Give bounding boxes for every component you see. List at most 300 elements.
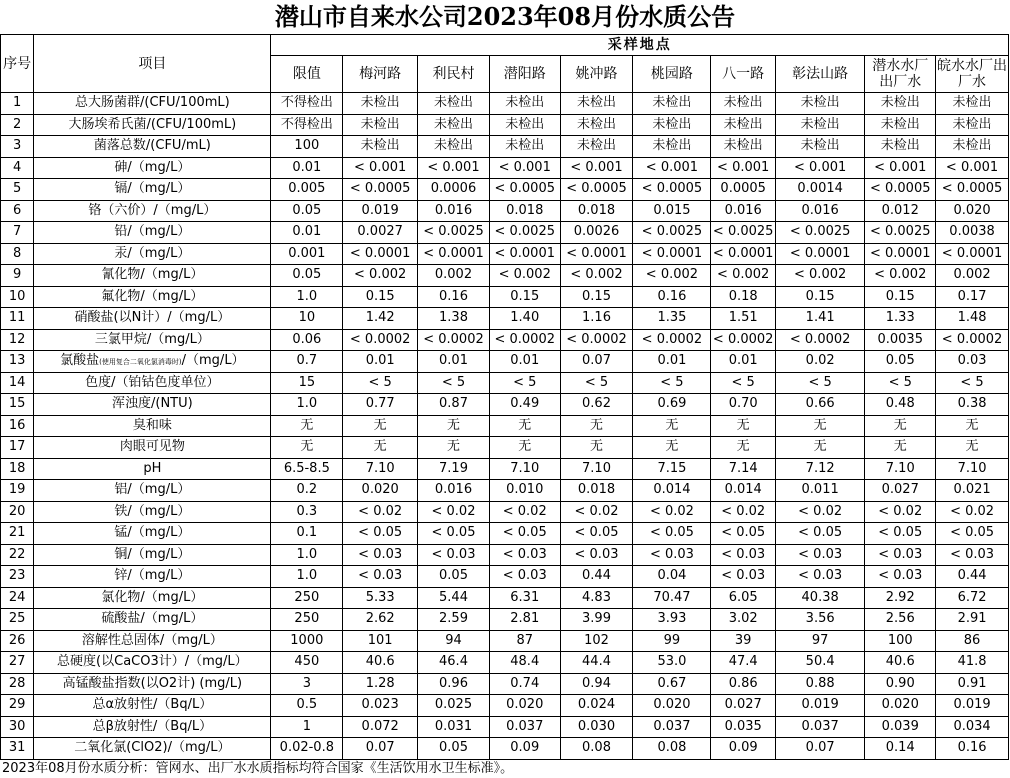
measured-value: 7.10: [343, 458, 418, 480]
measured-value: < 0.02: [775, 501, 864, 523]
measured-value: < 0.0002: [775, 329, 864, 351]
measured-value: < 0.03: [343, 566, 418, 588]
measured-value: 2.56: [865, 609, 936, 631]
table-row: [1, 351, 1009, 373]
measured-value: 1.51: [711, 308, 775, 330]
measured-value: 0.91: [936, 673, 1009, 695]
measured-value: 0.67: [633, 673, 711, 695]
measured-value: < 0.002: [343, 265, 418, 287]
measured-value: 6.05: [711, 587, 775, 609]
measured-value: 0.02: [775, 351, 864, 373]
measured-value: < 0.02: [489, 501, 560, 523]
item-name: 铁/（mg/L）: [34, 501, 271, 523]
item-name: 铬（六价）/（mg/L）: [34, 200, 271, 222]
item-name: 汞/（mg/L）: [34, 243, 271, 265]
measured-value: < 0.0002: [560, 329, 633, 351]
measured-value: 47.4: [711, 652, 775, 674]
measured-value: < 0.05: [865, 523, 936, 545]
item-name: 溶解性总固体/（mg/L）: [34, 630, 271, 652]
table-row: [1, 738, 1009, 760]
measured-value: 99: [633, 630, 711, 652]
measured-value: 0.88: [775, 673, 864, 695]
measured-value: < 0.03: [711, 544, 775, 566]
measured-value: 40.6: [865, 652, 936, 674]
measured-value: 0.034: [936, 716, 1009, 738]
measured-value: 0.021: [936, 480, 1009, 502]
measured-value: < 0.02: [560, 501, 633, 523]
measured-value: 0.15: [343, 286, 418, 308]
measured-value: 未检出: [865, 93, 936, 115]
header-item: 项目: [34, 35, 271, 93]
measured-value: 0.0006: [418, 179, 490, 201]
item-name: [34, 351, 271, 373]
measured-value: 0.037: [489, 716, 560, 738]
measured-value: 0.69: [633, 394, 711, 416]
table-row: [1, 609, 1009, 631]
table-row: [1, 652, 1009, 674]
measured-value: 0.002: [936, 265, 1009, 287]
measured-value: < 0.001: [489, 157, 560, 179]
item-name: 砷/（mg/L）: [34, 157, 271, 179]
measured-value: < 5: [711, 372, 775, 394]
limit-value: 0.01: [271, 222, 343, 244]
measured-value: 1.38: [418, 308, 490, 330]
row-number: 27: [1, 652, 34, 674]
limit-value: 3: [271, 673, 343, 695]
measured-value: 0.01: [343, 351, 418, 373]
measured-value: 无: [936, 415, 1009, 437]
table-row: [1, 480, 1009, 502]
measured-value: 0.01: [489, 351, 560, 373]
measured-value: 0.0035: [865, 329, 936, 351]
measured-value: 无: [711, 415, 775, 437]
item-name: 总β放射性/（Bq/L）: [34, 716, 271, 738]
item-name: 氰化物/（mg/L）: [34, 265, 271, 287]
measured-value: 97: [775, 630, 864, 652]
measured-value: 未检出: [489, 114, 560, 136]
row-number: 28: [1, 673, 34, 695]
measured-value: < 0.0001: [711, 243, 775, 265]
table-row: [1, 179, 1009, 201]
limit-value: 6.5-8.5: [271, 458, 343, 480]
measured-value: 0.07: [560, 351, 633, 373]
measured-value: 0.025: [418, 695, 490, 717]
measured-value: 未检出: [775, 136, 864, 158]
measured-value: < 0.001: [343, 157, 418, 179]
table-row: [1, 200, 1009, 222]
table-row: [1, 415, 1009, 437]
row-number: 29: [1, 695, 34, 717]
measured-value: 无: [775, 415, 864, 437]
measured-value: < 0.002: [633, 265, 711, 287]
measured-value: < 0.0025: [711, 222, 775, 244]
measured-value: 0.015: [633, 200, 711, 222]
measured-value: 未检出: [865, 114, 936, 136]
item-name: 总α放射性/（Bq/L）: [34, 695, 271, 717]
measured-value: 0.020: [936, 200, 1009, 222]
measured-value: 未检出: [343, 93, 418, 115]
header-location: 桃园路: [633, 56, 711, 93]
measured-value: 3.93: [633, 609, 711, 631]
row-number: 10: [1, 286, 34, 308]
table-row: [1, 437, 1009, 459]
measured-value: 无: [865, 415, 936, 437]
measured-value: 0.014: [633, 480, 711, 502]
row-number: 24: [1, 587, 34, 609]
measured-value: 0.15: [775, 286, 864, 308]
measured-value: 0.0027: [343, 222, 418, 244]
measured-value: 1.42: [343, 308, 418, 330]
measured-value: 未检出: [711, 114, 775, 136]
measured-value: 无: [418, 415, 490, 437]
measured-value: 0.0026: [560, 222, 633, 244]
measured-value: 5.33: [343, 587, 418, 609]
measured-value: 0.027: [865, 480, 936, 502]
measured-value: < 0.001: [418, 157, 490, 179]
row-number: 6: [1, 200, 34, 222]
row-number: 18: [1, 458, 34, 480]
measured-value: 无: [560, 415, 633, 437]
measured-value: 未检出: [775, 114, 864, 136]
header-location: 皖水水厂出厂水: [936, 56, 1009, 93]
header-sampling-location: 采样地点: [271, 35, 1009, 56]
measured-value: 0.0014: [775, 179, 864, 201]
measured-value: 未检出: [343, 136, 418, 158]
measured-value: < 0.0025: [418, 222, 490, 244]
measured-value: < 0.05: [775, 523, 864, 545]
item-name: 铝/（mg/L）: [34, 480, 271, 502]
measured-value: < 0.0005: [936, 179, 1009, 201]
measured-value: < 0.03: [775, 544, 864, 566]
measured-value: 0.38: [936, 394, 1009, 416]
table-row: [1, 157, 1009, 179]
measured-value: 0.05: [418, 566, 490, 588]
measured-value: 100: [865, 630, 936, 652]
measured-value: < 0.0005: [343, 179, 418, 201]
measured-value: 7.12: [775, 458, 864, 480]
measured-value: < 0.001: [711, 157, 775, 179]
row-number: 8: [1, 243, 34, 265]
limit-value: 1.0: [271, 566, 343, 588]
measured-value: 0.039: [865, 716, 936, 738]
measured-value: < 0.0025: [775, 222, 864, 244]
measured-value: 50.4: [775, 652, 864, 674]
page-title: 潜山市自来水公司2023年08月份水质公告: [274, 2, 736, 31]
table-row: [1, 501, 1009, 523]
measured-value: 无: [633, 437, 711, 459]
measured-value: 0.012: [865, 200, 936, 222]
limit-value: 1: [271, 716, 343, 738]
measured-value: 0.44: [936, 566, 1009, 588]
measured-value: 0.48: [865, 394, 936, 416]
header-seq: 序号: [1, 35, 34, 93]
item-name: 锰/（mg/L）: [34, 523, 271, 545]
measured-value: 未检出: [489, 93, 560, 115]
measured-value: 无: [775, 437, 864, 459]
item-name: 氯化物/（mg/L）: [34, 587, 271, 609]
measured-value: < 0.05: [343, 523, 418, 545]
limit-value: 0.02-0.8: [271, 738, 343, 760]
row-number: 25: [1, 609, 34, 631]
item-name: 总硬度(以CaCO3计）/（mg/L）: [34, 652, 271, 674]
measured-value: < 5: [936, 372, 1009, 394]
measured-value: < 5: [560, 372, 633, 394]
measured-value: < 0.03: [633, 544, 711, 566]
measured-value: 未检出: [936, 93, 1009, 115]
measured-value: 0.018: [560, 200, 633, 222]
measured-value: 无: [633, 415, 711, 437]
measured-value: 未检出: [936, 114, 1009, 136]
measured-value: 5.44: [418, 587, 490, 609]
measured-value: < 0.0001: [343, 243, 418, 265]
table-row: [1, 222, 1009, 244]
row-number: 4: [1, 157, 34, 179]
measured-value: 0.020: [865, 695, 936, 717]
measured-value: < 5: [775, 372, 864, 394]
measured-value: 未检出: [633, 93, 711, 115]
measured-value: 0.035: [711, 716, 775, 738]
measured-value: 0.01: [418, 351, 490, 373]
measured-value: 0.016: [711, 200, 775, 222]
measured-value: < 0.001: [865, 157, 936, 179]
measured-value: < 0.001: [775, 157, 864, 179]
row-number: 9: [1, 265, 34, 287]
header-location: 梅河路: [343, 56, 418, 93]
measured-value: 7.19: [418, 458, 490, 480]
limit-value: 15: [271, 372, 343, 394]
measured-value: < 0.002: [865, 265, 936, 287]
row-number: 26: [1, 630, 34, 652]
limit-value: 1000: [271, 630, 343, 652]
measured-value: < 0.03: [343, 544, 418, 566]
measured-value: 86: [936, 630, 1009, 652]
table-row: [1, 458, 1009, 480]
measured-value: 0.023: [343, 695, 418, 717]
measured-value: 0.037: [775, 716, 864, 738]
analysis-note: 2023年08月份水质分析：管网水、出厂水水质指标均符合国家《生活饮用水卫生标准》。: [2, 761, 514, 776]
limit-value: 0.1: [271, 523, 343, 545]
measured-value: < 0.0005: [560, 179, 633, 201]
item-name: 臭和味: [34, 415, 271, 437]
limit-value: 450: [271, 652, 343, 674]
measured-value: 0.66: [775, 394, 864, 416]
measured-value: 0.87: [418, 394, 490, 416]
measured-value: 0.037: [633, 716, 711, 738]
measured-value: 41.8: [936, 652, 1009, 674]
measured-value: 无: [343, 437, 418, 459]
limit-value: 10: [271, 308, 343, 330]
item-name-unit: /（mg/L）: [181, 352, 245, 368]
measured-value: 0.002: [418, 265, 490, 287]
header-location: 潜阳路: [489, 56, 560, 93]
measured-value: 0.031: [418, 716, 490, 738]
item-name: 总大肠菌群/(CFU/100mL): [34, 93, 271, 115]
measured-value: 0.0038: [936, 222, 1009, 244]
item-name: 铜/（mg/L）: [34, 544, 271, 566]
measured-value: < 0.05: [633, 523, 711, 545]
measured-value: < 0.002: [560, 265, 633, 287]
measured-value: 0.96: [418, 673, 490, 695]
measured-value: < 0.05: [711, 523, 775, 545]
measured-value: 未检出: [936, 136, 1009, 158]
measured-value: 无: [936, 437, 1009, 459]
table-row: [1, 630, 1009, 652]
limit-value: 250: [271, 587, 343, 609]
measured-value: 未检出: [489, 136, 560, 158]
measured-value: 未检出: [633, 136, 711, 158]
measured-value: 0.030: [560, 716, 633, 738]
measured-value: 未检出: [865, 136, 936, 158]
limit-value: 0.05: [271, 265, 343, 287]
measured-value: 46.4: [418, 652, 490, 674]
limit-value: 0.06: [271, 329, 343, 351]
item-name: 浑浊度/(NTU): [34, 394, 271, 416]
limit-value: 0.001: [271, 243, 343, 265]
row-number: 22: [1, 544, 34, 566]
measured-value: 0.90: [865, 673, 936, 695]
measured-value: 6.31: [489, 587, 560, 609]
row-number: 19: [1, 480, 34, 502]
row-number: 7: [1, 222, 34, 244]
measured-value: < 0.0002: [418, 329, 490, 351]
measured-value: 0.18: [711, 286, 775, 308]
limit-value: 不得检出: [271, 93, 343, 115]
item-name: pH: [34, 458, 271, 480]
water-quality-table: [0, 34, 1009, 760]
measured-value: 102: [560, 630, 633, 652]
header-location: 八一路: [711, 56, 775, 93]
row-number: 17: [1, 437, 34, 459]
measured-value: 39: [711, 630, 775, 652]
item-name: 肉眼可见物: [34, 437, 271, 459]
limit-value: 1.0: [271, 394, 343, 416]
measured-value: < 0.002: [489, 265, 560, 287]
measured-value: 40.38: [775, 587, 864, 609]
measured-value: 未检出: [418, 93, 490, 115]
measured-value: < 0.03: [418, 544, 490, 566]
measured-value: 0.86: [711, 673, 775, 695]
item-name: 大肠埃希氏菌/(CFU/100mL): [34, 114, 271, 136]
measured-value: 6.72: [936, 587, 1009, 609]
table-row: [1, 566, 1009, 588]
measured-value: 0.15: [489, 286, 560, 308]
item-name: 铅/（mg/L）: [34, 222, 271, 244]
measured-value: 1.41: [775, 308, 864, 330]
measured-value: 0.019: [936, 695, 1009, 717]
limit-value: 0.3: [271, 501, 343, 523]
header-location: 姚冲路: [560, 56, 633, 93]
measured-value: 0.0005: [711, 179, 775, 201]
measured-value: 0.014: [711, 480, 775, 502]
item-name: 色度/（铂钴色度单位）: [34, 372, 271, 394]
measured-value: 0.01: [633, 351, 711, 373]
measured-value: 1.35: [633, 308, 711, 330]
table-row: [1, 136, 1009, 158]
table-row: [1, 308, 1009, 330]
measured-value: < 0.03: [865, 544, 936, 566]
limit-value: 1.0: [271, 544, 343, 566]
measured-value: 0.17: [936, 286, 1009, 308]
measured-value: 0.16: [418, 286, 490, 308]
item-name: 二氧化氯(ClO2)/（mg/L）: [34, 738, 271, 760]
measured-value: 101: [343, 630, 418, 652]
measured-value: 1.33: [865, 308, 936, 330]
measured-value: 0.019: [775, 695, 864, 717]
measured-value: 0.024: [560, 695, 633, 717]
row-number: 31: [1, 738, 34, 760]
item-name: 氟化物/（mg/L）: [34, 286, 271, 308]
measured-value: 7.10: [936, 458, 1009, 480]
limit-value: 无: [271, 437, 343, 459]
measured-value: < 0.02: [343, 501, 418, 523]
measured-value: 0.16: [633, 286, 711, 308]
row-number: 14: [1, 372, 34, 394]
measured-value: 0.016: [418, 200, 490, 222]
row-number: 21: [1, 523, 34, 545]
measured-value: 0.020: [633, 695, 711, 717]
item-name: 镉/（mg/L）: [34, 179, 271, 201]
table-row: [1, 716, 1009, 738]
measured-value: 0.027: [711, 695, 775, 717]
measured-value: 0.49: [489, 394, 560, 416]
measured-value: < 0.0001: [633, 243, 711, 265]
table-row: [1, 286, 1009, 308]
measured-value: < 0.001: [936, 157, 1009, 179]
measured-value: < 0.0001: [489, 243, 560, 265]
measured-value: 2.62: [343, 609, 418, 631]
table-row: [1, 394, 1009, 416]
measured-value: 2.81: [489, 609, 560, 631]
measured-value: 0.08: [633, 738, 711, 760]
measured-value: < 0.05: [560, 523, 633, 545]
table-row: [1, 329, 1009, 351]
measured-value: 0.62: [560, 394, 633, 416]
measured-value: < 5: [865, 372, 936, 394]
row-number: 1: [1, 93, 34, 115]
measured-value: < 0.02: [936, 501, 1009, 523]
measured-value: 0.05: [865, 351, 936, 373]
limit-value: 不得检出: [271, 114, 343, 136]
measured-value: 未检出: [560, 93, 633, 115]
limit-value: 0.05: [271, 200, 343, 222]
measured-value: < 0.0002: [936, 329, 1009, 351]
table-row: [1, 372, 1009, 394]
measured-value: 0.07: [775, 738, 864, 760]
header-location: 利民村: [418, 56, 490, 93]
measured-value: 3.56: [775, 609, 864, 631]
measured-value: 未检出: [560, 114, 633, 136]
measured-value: 7.14: [711, 458, 775, 480]
measured-value: 0.020: [489, 695, 560, 717]
measured-value: < 5: [633, 372, 711, 394]
measured-value: < 0.02: [865, 501, 936, 523]
measured-value: < 0.0001: [775, 243, 864, 265]
table-row: [1, 544, 1009, 566]
measured-value: < 0.05: [936, 523, 1009, 545]
row-number: 16: [1, 415, 34, 437]
limit-value: 无: [271, 415, 343, 437]
header-location: 潜水水厂出厂水: [865, 56, 936, 93]
measured-value: 2.91: [936, 609, 1009, 631]
measured-value: 40.6: [343, 652, 418, 674]
header-location: 彰法山路: [775, 56, 864, 93]
measured-value: 未检出: [560, 136, 633, 158]
limit-value: 0.01: [271, 157, 343, 179]
header-limit: 限值: [271, 56, 343, 93]
limit-value: 250: [271, 609, 343, 631]
measured-value: < 0.03: [865, 566, 936, 588]
measured-value: 2.59: [418, 609, 490, 631]
